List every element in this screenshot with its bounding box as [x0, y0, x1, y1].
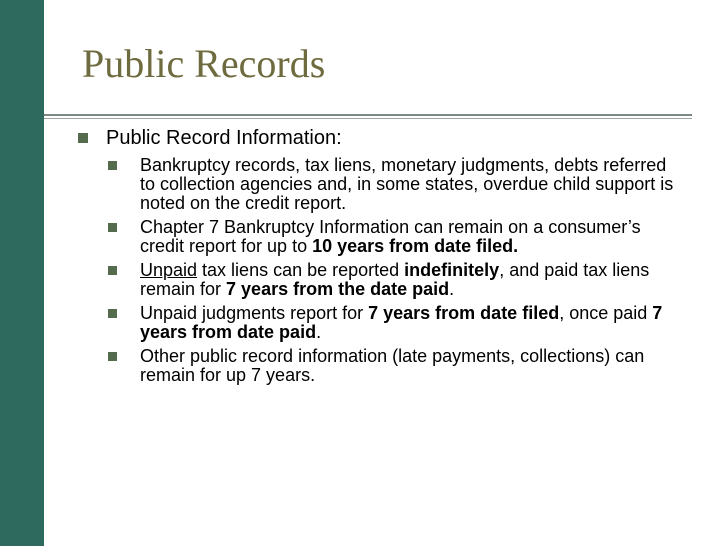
sub-bullet-emphasis: indefinitely [404, 260, 500, 280]
square-bullet-icon [78, 133, 88, 143]
sub-bullet-emphasis: 7 years from date paid [140, 303, 663, 342]
slide-side-bar [0, 0, 44, 546]
sub-bullet-text: Unpaid judgments report for [140, 303, 369, 323]
sub-bullet-text: . [316, 322, 322, 342]
slide-title: Public Records [82, 41, 326, 86]
sub-bullet-text: Other public record information (late payments, collections) can remain for up 7 years. [140, 346, 645, 385]
sub-bullet-text: , once paid [559, 303, 653, 323]
main-bullet-text: Public Record Information: [106, 127, 342, 149]
sub-bullet-judgments [78, 304, 680, 342]
sub-bullet-text: Bankruptcy records, tax liens, monetary judgments, debts referred to collection agencies and, in some states, overdue child support is noted on the credit report. [140, 155, 674, 213]
main-bullet [78, 126, 692, 150]
sub-bullet-emphasis: 7 years from date filed [368, 303, 560, 323]
sub-bullet-emphasis: 7 years from the date paid [226, 279, 450, 299]
sub-bullet-text: tax liens can be reported [197, 260, 405, 280]
slide-body [78, 126, 692, 390]
sub-bullet-text: Chapter 7 Bankruptcy Information can remain on a consumer’s credit report for up to [140, 217, 641, 256]
title-divider [44, 114, 692, 119]
square-bullet-icon [108, 161, 117, 170]
sub-bullet-list [78, 156, 692, 385]
sub-bullet-chapter-7 [78, 218, 680, 256]
sub-bullet-underlined: Unpaid [140, 260, 198, 280]
square-bullet-icon [108, 223, 117, 232]
sub-bullet-other-records [78, 347, 680, 385]
sub-bullet-text: . [449, 279, 455, 299]
square-bullet-icon [108, 309, 117, 318]
sub-bullet-bankruptcy-records [78, 156, 680, 213]
square-bullet-icon [108, 266, 117, 275]
square-bullet-icon [108, 352, 117, 361]
sub-bullet-emphasis: 10 years from date filed. [312, 236, 519, 256]
sub-bullet-text: , and paid tax liens remain for [140, 260, 650, 299]
sub-bullet-tax-liens [78, 261, 680, 299]
